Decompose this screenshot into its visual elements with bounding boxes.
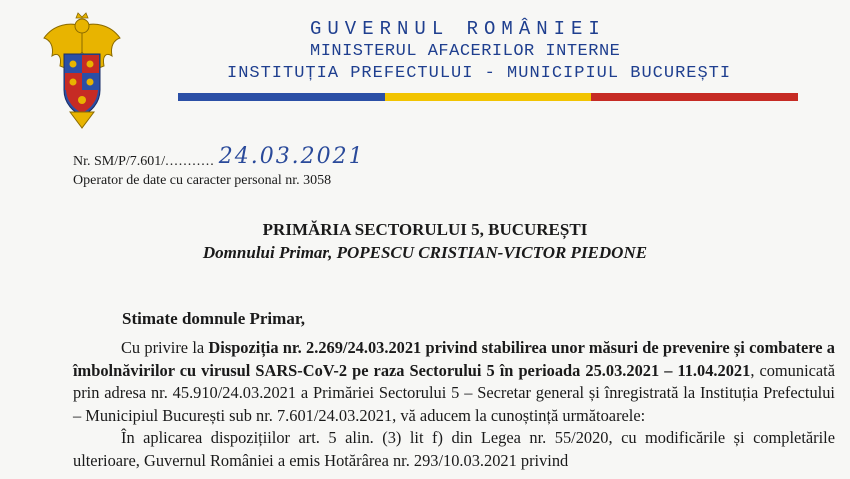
recipient-addressee: Domnului Primar, POPESCU CRISTIAN-VICTOR PIEDONE [202, 243, 648, 262]
handwritten-date: 24.03.2021 [218, 144, 365, 169]
letterhead-government: GUVERNUL ROMÂNIEI [310, 18, 606, 40]
p1-intro: Cu privire la [121, 338, 209, 357]
romanian-coat-of-arms-icon [40, 12, 124, 130]
p1-rest: , comunicată prin adresa nr. 45.910/24.03.2021 a Primăriei Sectorului 5 – Secretar general și înregistrată la Instituția Prefectului – Municipiul București sub nr. 7.601/24.03.2021, vă aducem la cunoștință următoarele: [73, 360, 835, 425]
reference-dots: ........... [165, 154, 215, 169]
paragraph-1 [73, 337, 835, 427]
tricolor-bar [178, 93, 798, 101]
reference-number [73, 146, 365, 171]
p1-disposition: Dispoziția nr. 2.269/24.03.2021 privind stabilirea unor măsuri de prevenire și combatere a îmbolnăvirilor cu virusul SARS-CoV-2 pe raza Sectorului 5 în perioada 25.03.2021 – 11.04.2021 [73, 338, 835, 380]
recipient-institution: PRIMĂRIA SECTORULUI 5, BUCUREȘTI [262, 220, 588, 239]
letterhead-ministry: MINISTERUL AFACERILOR INTERNE [310, 42, 621, 61]
reference-prefix: Nr. SM/P/7.601/ [73, 154, 166, 169]
salutation: Stimate domnule Primar, [122, 309, 306, 328]
letterhead-institution: INSTITUȚIA PREFECTULUI - MUNICIPIUL BUCUREȘTI [227, 64, 732, 83]
letter-body [73, 337, 835, 472]
paragraph-2: În aplicarea dispozițiilor art. 5 alin. (3) lit f) din Legea nr. 55/2020, cu modificările și completările ulterioare, Guvernul României a emis Hotărârea nr. 293/10.03.2021 privind [73, 428, 835, 470]
operator-line: Operator de date cu caracter personal nr. 3058 [73, 173, 332, 188]
